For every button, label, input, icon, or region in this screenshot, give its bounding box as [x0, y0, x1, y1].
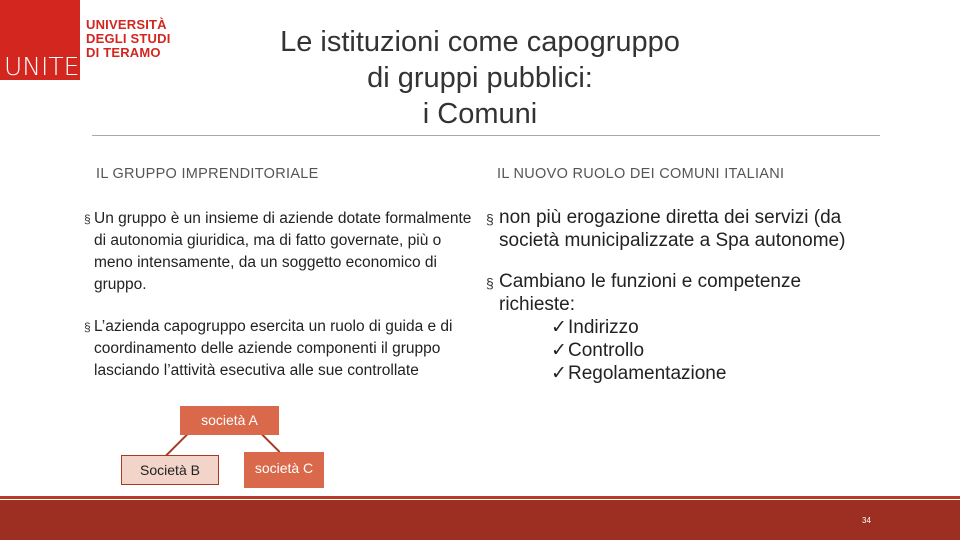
bullet-icon: § [486, 211, 494, 227]
footer-bar [0, 500, 960, 540]
checklist-text: Indirizzo [568, 317, 639, 338]
checklist-text: Controllo [568, 340, 645, 361]
right-column-heading: IL NUOVO RUOLO DEI COMUNI ITALIANI [497, 166, 785, 182]
diagram-node-societa-a: società A [180, 406, 279, 435]
bullet-icon: § [84, 320, 91, 334]
list-item [84, 316, 484, 382]
bullet-icon: § [84, 212, 91, 226]
title-line-2: di gruppi pubblici: [367, 62, 593, 94]
bullet-icon: § [486, 275, 494, 291]
checklist-item [551, 339, 876, 362]
title-line-1: Le istituzioni come capogruppo [280, 26, 680, 58]
list-item [84, 208, 484, 296]
logo-unite-text: UNITE [4, 52, 80, 81]
checklist [499, 316, 876, 385]
checklist-item [551, 316, 876, 339]
bullet-text: Cambiano le funzioni e competenze richieste: [499, 271, 802, 315]
list-item [486, 270, 876, 385]
checklist-text: Regolamentazione [568, 363, 727, 384]
right-bullet-list [486, 206, 876, 403]
logo-line-1: UNIVERSITÀ [86, 17, 167, 32]
title-divider [92, 135, 880, 136]
page-number: 34 [862, 516, 871, 525]
university-logo-badge [0, 0, 80, 80]
footer-accent-line [0, 496, 960, 499]
checkmark-icon: ✓ [551, 317, 567, 338]
slide-title [160, 24, 800, 132]
left-bullet-list [84, 208, 484, 382]
logo-line-3: DI TERAMO [86, 45, 161, 60]
bullet-text: Un gruppo è un insieme di aziende dotate formalmente di autonomia giuridica, ma di fatto governate, più o meno intensamente, da un soggetto economico di gruppo. [94, 210, 472, 293]
checkmark-icon: ✓ [551, 340, 567, 361]
logo-line-2: DEGLI STUDI [86, 31, 171, 46]
diagram-node-societa-c: società C [244, 452, 324, 488]
left-column-heading: IL GRUPPO IMPRENDITORIALE [96, 166, 319, 182]
connector-a-to-c [261, 433, 280, 452]
diagram-node-societa-b: Società B [121, 455, 219, 485]
title-line-3: i Comuni [422, 98, 538, 130]
bullet-text: L’azienda capogruppo esercita un ruolo di guida e di coordinamento delle aziende componenti il gruppo lasciando l’attività esecutiva alle sue controllate [94, 318, 453, 379]
list-item [486, 206, 876, 252]
checklist-item [551, 362, 876, 385]
university-logo-text [86, 18, 171, 60]
bullet-text: non più erogazione diretta dei servizi (da società municipalizzate a Spa autonome) [499, 207, 846, 251]
checkmark-icon: ✓ [551, 363, 567, 384]
